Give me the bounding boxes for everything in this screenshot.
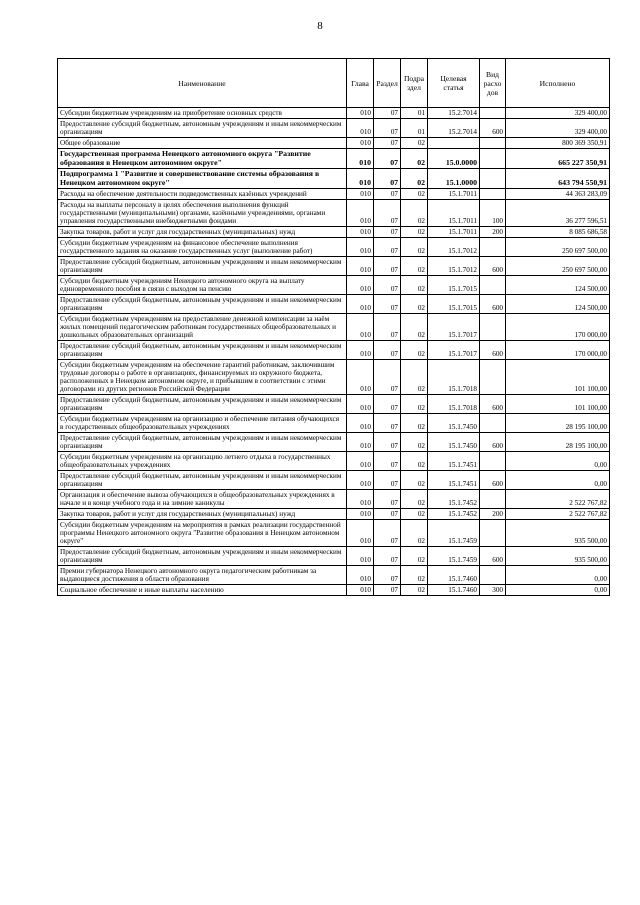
table-row: [58, 509, 610, 520]
table-row: [58, 169, 610, 189]
table-row: [58, 360, 610, 395]
header-target: Целевая статья: [428, 59, 480, 108]
table-row: [58, 314, 610, 341]
cell-name: Субсидии бюджетным учреждениям на финансовое обеспечение выполнения государственного задания на оказание государственных услуг (выполнение работ): [58, 238, 347, 257]
cell-subsection: 02: [401, 138, 428, 149]
cell-executed: 0,00: [506, 471, 610, 490]
cell-target: 15.1.7460: [428, 585, 480, 596]
cell-target: 15.1.7017: [428, 341, 480, 360]
cell-chapter: 010: [347, 314, 374, 341]
cell-subsection: 02: [401, 360, 428, 395]
cell-type: [480, 566, 506, 585]
cell-section: 07: [374, 395, 401, 414]
cell-executed: 935 500,00: [506, 547, 610, 566]
table-row: [58, 566, 610, 585]
cell-subsection: 02: [401, 200, 428, 227]
cell-section: 07: [374, 200, 401, 227]
cell-chapter: 010: [347, 257, 374, 276]
cell-executed: 0,00: [506, 452, 610, 471]
cell-name: Субсидии бюджетным учреждениям на обеспечение гарантий работникам, заключившим трудовые договоры о работе в организациях, финансируемых из окружного бюджета, расположенных в Ненецком автономном округе, и прибывшим в соответствии с этими договорами из других регионов Российской Федерации: [58, 360, 347, 395]
cell-chapter: 010: [347, 169, 374, 189]
table-row: [58, 547, 610, 566]
cell-target: 15.1.7015: [428, 295, 480, 314]
cell-section: 07: [374, 138, 401, 149]
cell-subsection: 02: [401, 433, 428, 452]
cell-executed: 250 697 500,00: [506, 257, 610, 276]
cell-subsection: 02: [401, 566, 428, 585]
cell-type: 600: [480, 433, 506, 452]
cell-type: [480, 520, 506, 547]
cell-executed: 250 697 500,00: [506, 238, 610, 257]
cell-chapter: 010: [347, 490, 374, 509]
cell-subsection: 02: [401, 169, 428, 189]
table-row: [58, 471, 610, 490]
cell-subsection: 01: [401, 108, 428, 119]
cell-target: 15.1.7450: [428, 414, 480, 433]
header-subsection: Подра здел: [401, 59, 428, 108]
cell-subsection: 02: [401, 490, 428, 509]
table-row: [58, 227, 610, 238]
cell-chapter: 010: [347, 138, 374, 149]
cell-subsection: 02: [401, 547, 428, 566]
header-executed: Исполнено: [506, 59, 610, 108]
cell-chapter: 010: [347, 520, 374, 547]
cell-name: Социальное обеспечение и иные выплаты населению: [58, 585, 347, 596]
budget-table: [57, 58, 610, 596]
cell-chapter: 010: [347, 585, 374, 596]
cell-target: 15.1.7011: [428, 189, 480, 200]
cell-type: [480, 238, 506, 257]
cell-type: 600: [480, 547, 506, 566]
table-row: [58, 149, 610, 169]
cell-name: Организация и обеспечение вывоза обучающихся в общеобразовательных учреждениях в начале и в конце учебного года и на зимние каникулы: [58, 490, 347, 509]
cell-executed: 935 500,00: [506, 520, 610, 547]
cell-type: 200: [480, 227, 506, 238]
cell-section: 07: [374, 227, 401, 238]
cell-name: Предоставление субсидий бюджетным, автономным учреждениям и иным некоммерческим организациям: [58, 295, 347, 314]
cell-name: Предоставление субсидий бюджетным, автономным учреждениям и иным некоммерческим организациям: [58, 341, 347, 360]
cell-chapter: 010: [347, 395, 374, 414]
cell-chapter: 010: [347, 189, 374, 200]
cell-executed: 329 400,00: [506, 119, 610, 138]
cell-type: 300: [480, 585, 506, 596]
cell-section: 07: [374, 149, 401, 169]
cell-type: 600: [480, 295, 506, 314]
cell-section: 07: [374, 471, 401, 490]
cell-section: 07: [374, 585, 401, 596]
cell-executed: 800 369 350,91: [506, 138, 610, 149]
cell-type: [480, 149, 506, 169]
cell-section: 07: [374, 341, 401, 360]
cell-type: [480, 490, 506, 509]
cell-chapter: 010: [347, 341, 374, 360]
cell-section: 07: [374, 295, 401, 314]
cell-target: [428, 138, 480, 149]
cell-target: 15.1.7015: [428, 276, 480, 295]
cell-subsection: 02: [401, 149, 428, 169]
cell-chapter: 010: [347, 227, 374, 238]
cell-name: Государственная программа Ненецкого автономного округа "Развитие образования в Ненецком автономном округе": [58, 149, 347, 169]
cell-type: [480, 314, 506, 341]
cell-target: 15.1.7017: [428, 314, 480, 341]
cell-subsection: 02: [401, 276, 428, 295]
cell-target: 15.1.7452: [428, 509, 480, 520]
cell-target: 15.1.7011: [428, 200, 480, 227]
cell-subsection: 02: [401, 520, 428, 547]
cell-type: 600: [480, 257, 506, 276]
cell-target: 15.1.7011: [428, 227, 480, 238]
cell-name: Субсидии бюджетным учреждениям на предоставление денежной компенсации за наём жилых помещений педагогическим работникам государственных общеобразовательных и дошкольных образовательных организаций: [58, 314, 347, 341]
cell-chapter: 010: [347, 295, 374, 314]
cell-section: 07: [374, 108, 401, 119]
table-row: [58, 238, 610, 257]
cell-executed: 124 500,00: [506, 276, 610, 295]
cell-target: 15.2.7014: [428, 108, 480, 119]
cell-type: 100: [480, 200, 506, 227]
table-row: [58, 452, 610, 471]
cell-type: 600: [480, 471, 506, 490]
cell-chapter: 010: [347, 414, 374, 433]
cell-name: Расходы на обеспечение деятельности подведомственных казённых учреждений: [58, 189, 347, 200]
cell-name: Закупка товаров, работ и услуг для государственных (муниципальных) нужд: [58, 227, 347, 238]
cell-name: Предоставление субсидий бюджетным, автономным учреждениям и иным некоммерческим организациям: [58, 119, 347, 138]
cell-target: 15.1.7018: [428, 395, 480, 414]
cell-executed: 2 522 767,82: [506, 490, 610, 509]
cell-target: 15.1.7459: [428, 520, 480, 547]
table-row: [58, 433, 610, 452]
cell-name: Предоставление субсидий бюджетным, автономным учреждениям и иным некоммерческим организациям: [58, 395, 347, 414]
cell-target: 15.1.7451: [428, 452, 480, 471]
cell-subsection: 02: [401, 452, 428, 471]
cell-executed: 665 227 350,91: [506, 149, 610, 169]
cell-chapter: 010: [347, 433, 374, 452]
table-row: [58, 520, 610, 547]
cell-section: 07: [374, 360, 401, 395]
table-row: [58, 490, 610, 509]
table-row: [58, 341, 610, 360]
cell-chapter: 010: [347, 452, 374, 471]
cell-section: 07: [374, 119, 401, 138]
cell-section: 07: [374, 257, 401, 276]
cell-executed: 36 277 596,51: [506, 200, 610, 227]
header-section: Раздел: [374, 59, 401, 108]
cell-target: 15.1.7450: [428, 433, 480, 452]
cell-type: [480, 414, 506, 433]
table-row: [58, 414, 610, 433]
cell-name: Общее образование: [58, 138, 347, 149]
cell-section: 07: [374, 547, 401, 566]
cell-target: 15.1.7012: [428, 238, 480, 257]
cell-executed: 28 195 100,00: [506, 433, 610, 452]
cell-section: 07: [374, 509, 401, 520]
cell-chapter: 010: [347, 276, 374, 295]
cell-executed: 44 363 283,09: [506, 189, 610, 200]
cell-executed: 329 400,00: [506, 108, 610, 119]
cell-subsection: 02: [401, 414, 428, 433]
cell-executed: 0,00: [506, 585, 610, 596]
cell-executed: 170 000,00: [506, 341, 610, 360]
cell-target: 15.0.0000: [428, 149, 480, 169]
cell-type: 600: [480, 119, 506, 138]
table-row: [58, 119, 610, 138]
cell-executed: 170 000,00: [506, 314, 610, 341]
cell-type: [480, 138, 506, 149]
table-body: [58, 108, 610, 596]
cell-name: Предоставление субсидий бюджетным, автономным учреждениям и иным некоммерческим организациям: [58, 547, 347, 566]
table-row: [58, 585, 610, 596]
cell-executed: 28 195 100,00: [506, 414, 610, 433]
cell-subsection: 02: [401, 395, 428, 414]
cell-name: Предоставление субсидий бюджетным, автономным учреждениям и иным некоммерческим организациям: [58, 433, 347, 452]
table-row: [58, 108, 610, 119]
cell-section: 07: [374, 433, 401, 452]
cell-name: Расходы на выплаты персоналу в целях обеспечения выполнения функций государственными (муниципальными) органами, казёнными учреждениями, органами управления государственными внебюджетными фондами: [58, 200, 347, 227]
cell-chapter: 010: [347, 360, 374, 395]
cell-chapter: 010: [347, 566, 374, 585]
table-row: [58, 189, 610, 200]
cell-section: 07: [374, 414, 401, 433]
cell-executed: 124 500,00: [506, 295, 610, 314]
cell-target: 15.1.7018: [428, 360, 480, 395]
cell-chapter: 010: [347, 119, 374, 138]
table-row: [58, 138, 610, 149]
cell-name: Предоставление субсидий бюджетным, автономным учреждениям и иным некоммерческим организациям: [58, 257, 347, 276]
cell-subsection: 02: [401, 227, 428, 238]
cell-subsection: 02: [401, 509, 428, 520]
table-row: [58, 200, 610, 227]
cell-subsection: 02: [401, 189, 428, 200]
header-name: Наименование: [58, 59, 347, 108]
cell-chapter: 010: [347, 471, 374, 490]
cell-subsection: 02: [401, 295, 428, 314]
cell-executed: 101 100,00: [506, 360, 610, 395]
cell-section: 07: [374, 490, 401, 509]
table-row: [58, 276, 610, 295]
page-number: 8: [317, 20, 323, 32]
cell-subsection: 01: [401, 119, 428, 138]
cell-name: Предоставление субсидий бюджетным, автономным учреждениям и иным некоммерческим организациям: [58, 471, 347, 490]
cell-chapter: 010: [347, 238, 374, 257]
cell-chapter: 010: [347, 509, 374, 520]
header-type: Вид расхо дов: [480, 59, 506, 108]
table-row: [58, 257, 610, 276]
cell-executed: 101 100,00: [506, 395, 610, 414]
cell-type: 600: [480, 341, 506, 360]
cell-section: 07: [374, 452, 401, 471]
cell-type: [480, 169, 506, 189]
table-row: [58, 395, 610, 414]
cell-name: Субсидии бюджетным учреждениям на приобретение основных средств: [58, 108, 347, 119]
cell-name: Субсидии бюджетным учреждениям на мероприятия в рамках реализации государственной программы Ненецкого автономного округа "Развитие образования в Ненецком автономном округе": [58, 520, 347, 547]
cell-subsection: 02: [401, 471, 428, 490]
cell-name: Субсидии бюджетным учреждениям Ненецкого автономного округа на выплату единовременного пособия в связи с выходом на пенсию: [58, 276, 347, 295]
cell-type: [480, 189, 506, 200]
cell-chapter: 010: [347, 200, 374, 227]
cell-chapter: 010: [347, 149, 374, 169]
cell-type: 600: [480, 395, 506, 414]
cell-type: [480, 276, 506, 295]
cell-section: 07: [374, 314, 401, 341]
cell-executed: 643 794 550,91: [506, 169, 610, 189]
table-row: [58, 295, 610, 314]
cell-chapter: 010: [347, 547, 374, 566]
cell-subsection: 02: [401, 257, 428, 276]
cell-executed: 0,00: [506, 566, 610, 585]
cell-type: [480, 452, 506, 471]
cell-section: 07: [374, 566, 401, 585]
cell-target: 15.1.0000: [428, 169, 480, 189]
cell-target: 15.1.7452: [428, 490, 480, 509]
cell-executed: 8 085 686,58: [506, 227, 610, 238]
cell-subsection: 02: [401, 314, 428, 341]
cell-subsection: 02: [401, 585, 428, 596]
cell-name: Субсидии бюджетным учреждениям на организацию летнего отдыха в государственных общеобразовательных учреждениях: [58, 452, 347, 471]
cell-section: 07: [374, 169, 401, 189]
cell-section: 07: [374, 238, 401, 257]
cell-executed: 2 522 767,82: [506, 509, 610, 520]
cell-type: 200: [480, 509, 506, 520]
cell-name: Субсидии бюджетным учреждениям на организацию и обеспечение питания обучающихся в государственных общеобразовательных учреждениях: [58, 414, 347, 433]
header-chapter: Глава: [347, 59, 374, 108]
cell-target: 15.1.7451: [428, 471, 480, 490]
cell-name: Премии губернатора Ненецкого автономного округа педагогическим работникам за выдающиеся достижения в области образования: [58, 566, 347, 585]
table-header-row: [58, 59, 610, 108]
cell-subsection: 02: [401, 238, 428, 257]
cell-target: 15.1.7460: [428, 566, 480, 585]
cell-target: 15.2.7014: [428, 119, 480, 138]
cell-type: [480, 108, 506, 119]
cell-section: 07: [374, 276, 401, 295]
cell-subsection: 02: [401, 341, 428, 360]
cell-section: 07: [374, 520, 401, 547]
cell-chapter: 010: [347, 108, 374, 119]
cell-name: Подпрограмма 1 "Развитие и совершенствование системы образования в Ненецком автономном округе": [58, 169, 347, 189]
cell-target: 15.1.7012: [428, 257, 480, 276]
cell-type: [480, 360, 506, 395]
cell-section: 07: [374, 189, 401, 200]
cell-name: Закупка товаров, работ и услуг для государственных (муниципальных) нужд: [58, 509, 347, 520]
cell-target: 15.1.7459: [428, 547, 480, 566]
